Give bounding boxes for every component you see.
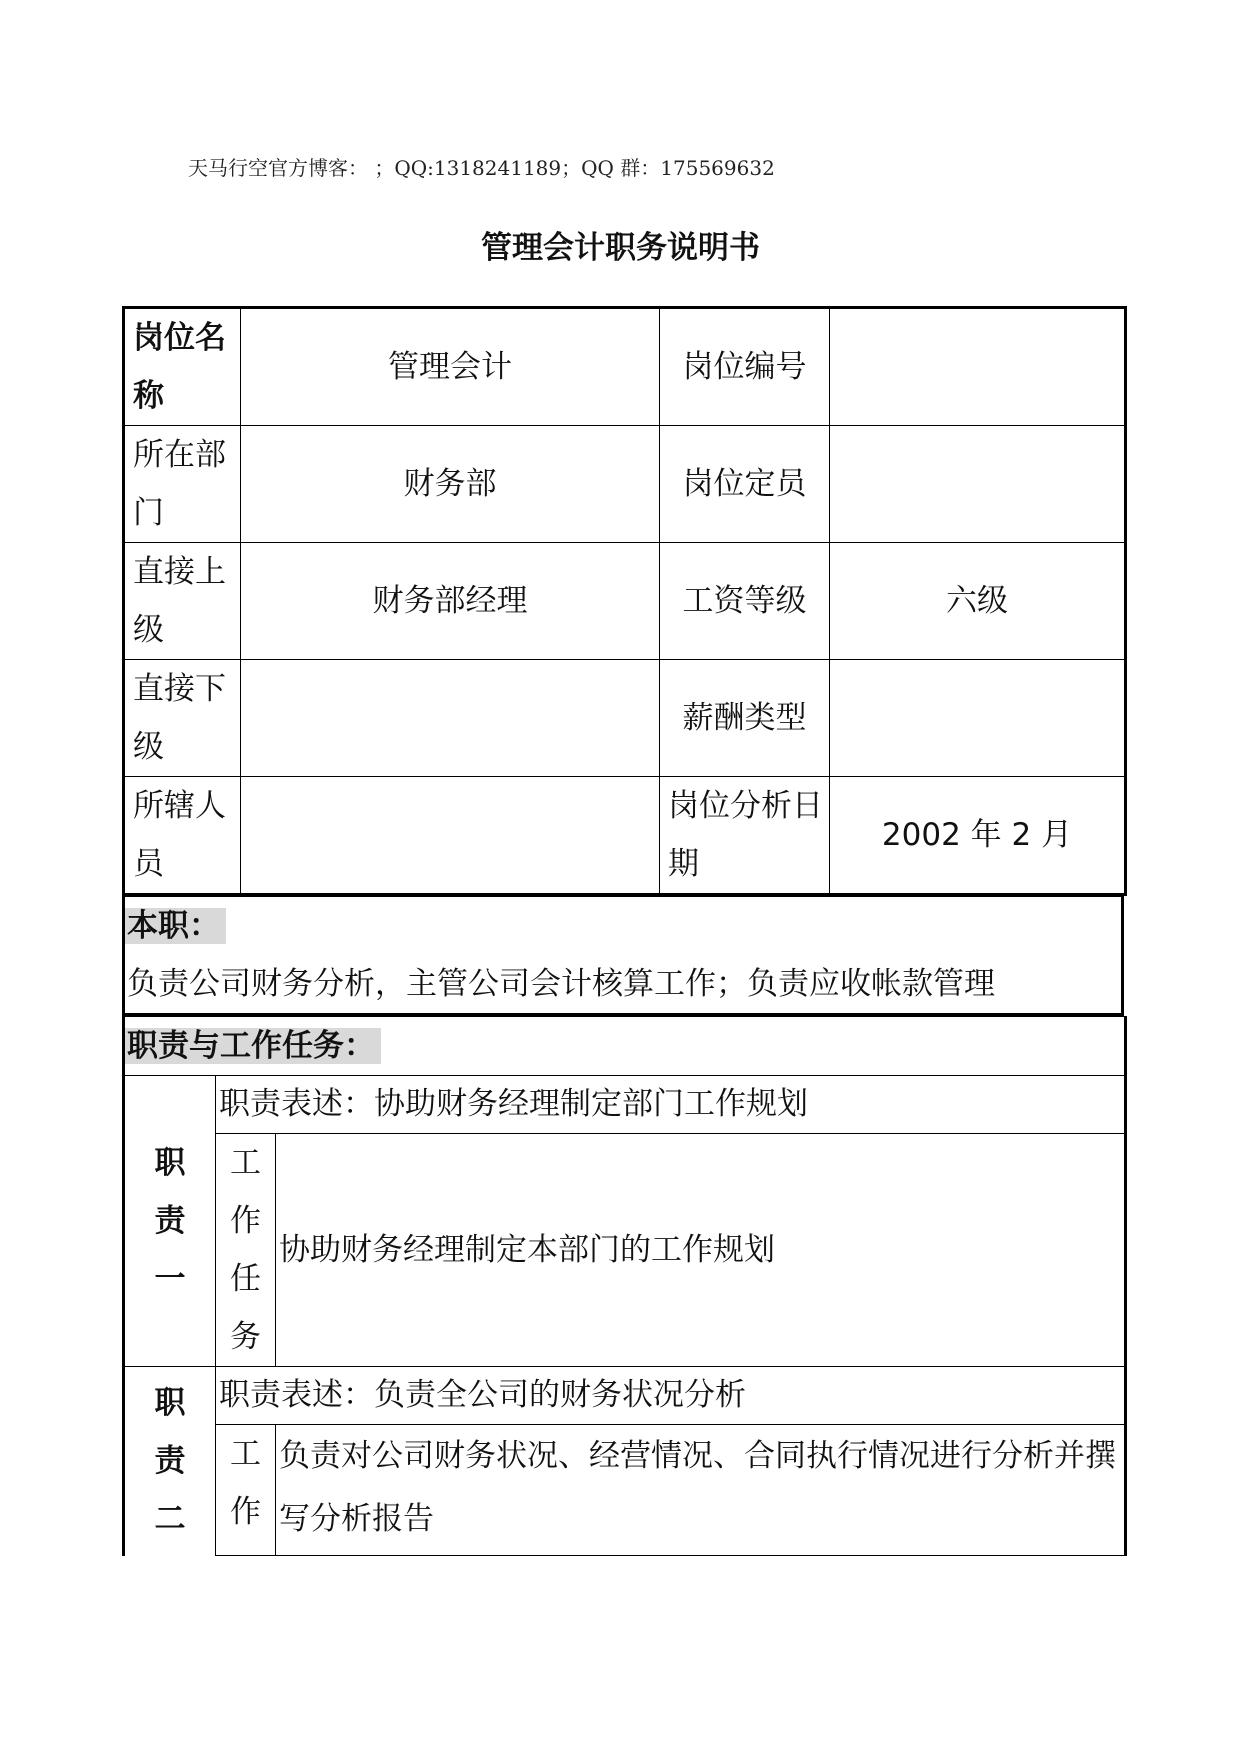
info-value xyxy=(241,777,660,895)
duty-description: 职责表述：协助财务经理制定部门工作规划 xyxy=(216,1076,1126,1134)
info-value-2 xyxy=(830,426,1126,543)
info-value: 财务部经理 xyxy=(241,543,660,660)
info-row xyxy=(124,308,1126,426)
task-text: 协助财务经理制定本部门的工作规划 xyxy=(276,1134,1126,1367)
info-label-2: 薪酬类型 xyxy=(660,660,830,777)
task-label: 工作 xyxy=(216,1425,276,1556)
info-label: 岗位名称 xyxy=(124,308,241,426)
duty-description: 职责表述：负责全公司的财务状况分析 xyxy=(216,1367,1126,1425)
job-description-sheet xyxy=(122,306,1124,1556)
info-value-2 xyxy=(830,308,1126,426)
info-row xyxy=(124,426,1126,543)
document-title: 管理会计职务说明书 xyxy=(481,230,760,266)
info-value-2 xyxy=(830,660,1126,777)
info-value-2: 六级 xyxy=(830,543,1126,660)
info-value: 管理会计 xyxy=(241,308,660,426)
duty-task-row xyxy=(124,1134,1126,1367)
info-label: 所在部门 xyxy=(124,426,241,543)
duty-row xyxy=(124,1367,1126,1425)
info-row xyxy=(124,777,1126,895)
duty-task-row xyxy=(124,1425,1126,1556)
info-value-2: 2002 年 2 月 xyxy=(830,777,1126,895)
duty-title: 职责二 xyxy=(124,1367,216,1556)
duties-section xyxy=(122,1016,1127,1556)
task-label: 工作任务 xyxy=(216,1134,276,1367)
duties-heading: 职责与工作任务： xyxy=(125,1028,381,1064)
info-label-2: 工资等级 xyxy=(660,543,830,660)
info-label: 所辖人员 xyxy=(124,777,241,895)
header-contact-line: 天马行空官方博客： ；QQ:1318241189；QQ 群：175569632 xyxy=(188,156,775,180)
info-value xyxy=(241,660,660,777)
task-text: 负责对公司财务状况、经营情况、合同执行情况进行分析并撰写分析报告 xyxy=(276,1425,1126,1556)
info-row xyxy=(124,543,1126,660)
duty-row xyxy=(124,1076,1126,1134)
info-label-2: 岗位定员 xyxy=(660,426,830,543)
position-info-table xyxy=(122,306,1127,896)
benzhi-text: 负责公司财务分析，主管公司会计核算工作；负责应收帐款管理 xyxy=(124,955,1123,1015)
info-row xyxy=(124,660,1126,777)
info-label-2: 岗位编号 xyxy=(660,308,830,426)
duty-title: 职责一 xyxy=(124,1076,216,1367)
benzhi-heading: 本职： xyxy=(125,908,226,944)
info-label-2: 岗位分析日期 xyxy=(660,777,830,895)
info-label: 直接下级 xyxy=(124,660,241,777)
info-label: 直接上级 xyxy=(124,543,241,660)
benzhi-section xyxy=(122,896,1124,1016)
info-value: 财务部 xyxy=(241,426,660,543)
